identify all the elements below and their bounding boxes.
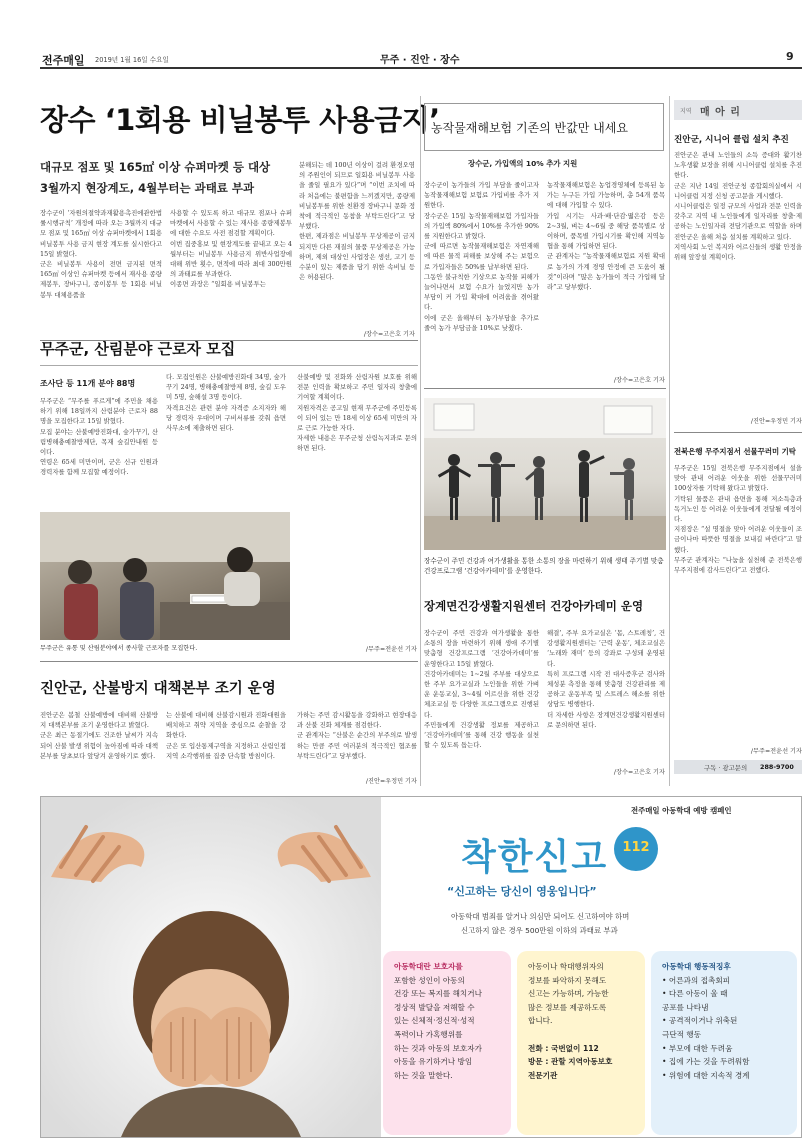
ad-list-item: 신고는 가능하며, 가능한	[528, 989, 609, 999]
crying-child-illustration	[41, 797, 381, 1137]
masthead	[0, 0, 806, 66]
divider	[40, 661, 418, 662]
ad-box-signs-list	[662, 974, 786, 1083]
ad-desc-1: 아동학대 범죄를 알거나 의심만 되어도 신고하여야 하며	[451, 912, 630, 921]
ad-logo-text: 착한신고	[461, 837, 609, 878]
fire-col1: 진안군은 봄철 산불예방에 대비해 산불방지 대책본부를 조기 운영한다고 밝혔다. 군은 최근 동절기에도 건조한 날씨가 지속되어 산불 발생 위험이 높아짐에 따라 대책본부를 당초보다 앞당겨 운영하기로 했다.	[40, 711, 158, 760]
forest-photo-caption: 무주군은 유통 및 산림분야에서 종사할 근로자를 모집한다.	[40, 645, 198, 652]
ad-list-item: 전화 : 국번없이 112	[528, 1043, 599, 1053]
academy-photo-caption: 장수군이 주민 건강과 여가생활을 통한 소통의 장을 마련하기 위해 생태 주기별 맞춤 건강프로그램 ‘건강아카데미’를 운영한다.	[424, 557, 664, 575]
ad-list-item: • 공격적이거나 위축된	[662, 1016, 738, 1026]
ad-list-item	[528, 1028, 634, 1042]
divider	[420, 96, 421, 786]
ad-list-item: 많은 정보를 제공하도록	[528, 1002, 607, 1012]
ad-list-item: • 어른과의 접촉회피	[662, 975, 730, 985]
people-byline: /진안=우정민 기자	[750, 418, 802, 425]
ad-list-item: 아동이나 학대행위자의	[528, 962, 604, 971]
ad-campaign-title: 전주매일 아동학대 예방 캠페인	[631, 806, 732, 815]
ad-campaign	[40, 796, 802, 1138]
bank-byline: /무주=전윤선 기자	[750, 748, 802, 755]
farm-byline: /장수=고은호 기자	[613, 377, 665, 384]
academy-photo	[424, 398, 666, 550]
bank-body: 무주군은 15일 전북은행 무주지점에서 설을 맞아 관내 어려운 이웃을 위한 선물꾸러미 100상자를 기탁해 왔다고 밝혔다. 기탁된 물품은 관내 읍면을 통해 저소득층과 독거노인 등 어려운 이웃들에게 전달될 예정이다. 지점장은 “설 명절을 맞아 어려운 이웃들이 조금이나마 따뜻한 명절을 보내길 바란다”고 말했다. 무주군 관계자는 “나눔을 실천해 준 전북은행 무주지점에 감사드린다”고 전했다.	[674, 464, 802, 575]
jangsu-headline: 장수 ‘1회용 비닐봉투 사용금지’	[40, 103, 440, 137]
ad-list-item: 공포를 나타냄	[662, 1002, 709, 1012]
farm-headline: 농작물재해보험 기존의 반값만 내세요	[431, 121, 628, 135]
ad-list-item: 방문 : 관할 지역아동보호	[528, 1057, 613, 1067]
ad-list-item: 아동학대란 보호자를	[394, 962, 463, 971]
academy-byline: /장수=고은호 기자	[613, 769, 665, 776]
dancers-illustration	[424, 398, 666, 550]
page-number: 9	[786, 50, 794, 63]
ad-list-item: • 부모에 대한 두려움	[662, 1043, 733, 1053]
ad-list-item: • 집에 가는 것을 두려워함	[662, 1057, 750, 1067]
ad-list-item: 있는 신체적·정신적·성적	[394, 1016, 475, 1026]
office-illustration	[40, 512, 290, 640]
ad-list-item: 아동을 유기하거나 방임	[394, 1057, 473, 1067]
divider	[424, 388, 666, 389]
jangsu-col1: 장수군이 ‘자원의절약과재활용촉진에관한법률시행규칙’ 개정에 따라 오는 3월까지 대규모 점포 및 165㎡ 이상 슈퍼마켓에서 1회용 비닐봉투 사용 금지 현장 계도를 실시한다고 15일 밝혔다. 군은 비닐봉투 사용이 전면 금지된 면적 165㎡ 이상인 슈퍼마켓 등에서 재사용 종량제봉투, 장바구니, 종이봉투 등 1회용 비닐봉투 대체용품을	[40, 209, 162, 299]
academy-headline: 장계면건강생활지원센터 건강아카데미 운영	[424, 599, 644, 613]
issue-date: 2019년 1월 16일 수요일	[95, 56, 169, 64]
fire-byline: /진안=우정민 기자	[365, 778, 417, 785]
ad-box-signs	[651, 951, 797, 1135]
ad-box-signs-title: 아동학대 행동적징후	[662, 962, 731, 971]
farm-col1: 장수군이 농가들의 가입 부담을 줄이고자 농작물재해보험 보험료 가입비를 추가 지원한다. 장수군은 15일 농작물재해보험 가입자들의 가입액 80%에서 10%를 추가한 90%를 지원한다고 밝혔다. 군에 따르면 농작물재해보험은 자연재해에 따른 물적 피해를 보상해 주는 보험으로 가입자들은 50%를 납부하면 된다. 그동안 불규칙한 기상으로 농작물 피해가 늘어나면서 보험 수요가 늘었지만 농가 부담이 커 가입 확대에 어려움을 겪어왔다. 이에 군은 올해부터 농가부담을 추가로 줄여 농가 부담금을 10%로 낮췄다.	[424, 181, 539, 332]
ad-list-item: 포함한 성인이 아동의	[394, 975, 465, 985]
ad-list-item: • 다른 아동이 울 때	[662, 989, 728, 999]
ad-badge-number: 112	[622, 840, 650, 855]
ad-list-item: 정보를 파악하지 못해도	[528, 975, 607, 985]
farm-headline-box	[424, 103, 664, 151]
forest-sub: 조사단 등 11개 분야 88명	[40, 379, 136, 388]
academy-col1: 장수군이 주민 건강과 여가생활을 통한 소통의 장을 마련하기 위해 생애 주기별 맞춤형 건강프로그램 ‘건강아카데미’를 운영한다고 15일 밝혔다. 건강아카데미는 1∼2월 주부를 대상으로 한 주부 요가교실과 노인들을 위한 가벼운 운동교실, 3∼4월 어르신을 위한 건강체조교실 등 다양한 프로그램으로 진행된다. 주민들에게 건강생활 정보를 제공하고 ‘건강아카데미’를 통해 건강 행동을 실천할 수 있도록 돕는다.	[424, 629, 539, 750]
ad-list-item: 폭력이나 가혹행위를	[394, 1029, 463, 1039]
subscribe-phone: 288-9700	[760, 763, 794, 771]
divider	[674, 432, 802, 433]
fire-col3: 가하는 주민 감시활동을 강화하고 현장대응과 산불 진화 체계를 점검한다. 군 관계자는 “산불은 순간의 부주의로 발생하는 만큼 주민 여러분의 적극적인 협조를 부탁드린다”고 당부했다.	[297, 711, 417, 760]
ad-list-item: • 위험에 대한 지속적 경계	[662, 1070, 750, 1080]
subscribe-label: 구독 · 광고문의	[704, 764, 748, 772]
ad-list-item: 정상적 발달을 저해할 수	[394, 1002, 475, 1012]
ad-box-report	[517, 951, 645, 1135]
people-body: 진안군은 관내 노인들의 소득 증대와 활기찬 노후생활 보장을 위해 시니어클럽 설치를 추진한다. 군은 지난 14일 진안군청 종합회의실에서 시니어클럽 지정 신청 공고문을 게시했다. 시니어클럽은 일정 규모의 사업과 전문 인력을 갖추고 지역 내 노인들에게 일자리를 창출·제공하는 노인일자리 전담기관으로 역할을 하며 진안군은 올해 처음 설치를 계획하고 있다. 지역사회 노인 복지와 어르신들의 생활 안정을 위해 앞장설 계획이다.	[674, 151, 802, 262]
ad-illustration	[41, 797, 381, 1137]
ad-slogan: “신고하는 당신이 영웅입니다”	[447, 885, 597, 898]
farm-sub: 장수군, 가입액의 10% 추가 지원	[468, 159, 578, 168]
masthead-rule	[40, 67, 802, 69]
ad-box-report-list	[528, 960, 634, 1082]
fire-col2: 는 산불에 대비해 산불감시원과 진화대원을 배치하고 취약 지역을 중심으로 순찰을 강화한다. 군은 또 입산통제구역을 지정하고 산림인접지역 소각행위를 집중 단속할 방침이다.	[166, 711, 286, 760]
newspaper-logo: 전주매일	[42, 55, 85, 67]
people-headline: 진안군, 시니어 클럽 설치 추진	[674, 135, 789, 145]
forest-col2: 다. 모집인원은 산불예방진화대 34명, 숲가꾸기 24명, 병해충예찰방제 8명, 숲길 도우미 5명, 숲해설 3명 등이다. 자격요건은 관련 분야 자격증 소지자와 해당 경력자 우대이며 구비서류를 갖춰 읍면 사무소에 제출하면 된다.	[166, 373, 286, 433]
ad-list-item: 건강 또는 복지를 해치거나	[394, 989, 482, 999]
ad-box-definition	[383, 951, 511, 1135]
ad-list-item: 전문기관	[528, 1070, 558, 1080]
divider	[669, 96, 670, 786]
forest-photo	[40, 512, 290, 640]
forest-col1: 무주군은 “무주를 푸르게”에 주민을 채용하기 위해 18일까지 산림분야 근로자 88명을 모집한다고 15일 밝혔다. 모집 분야는 산불예방진화대, 숲가꾸기, 산림병해충예찰방제단, 목재 숲길안내원 등이다. 연령은 65세 미만이며, 군은 신규 인원과 경력자를 함께 모집할 예정이다.	[40, 397, 158, 477]
forest-col3: 산불예방 및 진화와 산림자원 보호를 위해 전문 인력을 확보하고 주민 일자리 창출에 기여할 계획이다. 지원자격은 공고일 현재 무주군에 주민등록이 되어 있는 만 18세 이상 65세 미만의 자로 근로 가능한 자다. 자세한 내용은 무주군청 산림녹지과로 문의하면 된다.	[297, 373, 417, 453]
ad-desc-2: 신고하지 않은 경우 500만원 이하의 과태료 부과	[461, 926, 618, 935]
sidebar-tag: 지역	[680, 108, 692, 115]
sidebar-label-box	[674, 100, 802, 120]
academy-col2: 해결’, 주부 요가교실은 ‘몸, 스트레칭’, 건강생활지원센터는 ‘근력 운동’, 체조교실은 ‘노래와 재미’ 등의 강좌로 구성돼 운영된다. 특히 프로그램 시작 전 대사증후군 검사와 체성분 측정을 통해 맞춤형 건강관리를 제공하고 운동부족 및 스트레스 해소를 위한 상담도 병행한다. 더 자세한 사항은 장계면건강생활지원센터로 문의하면 된다.	[547, 629, 665, 729]
divider	[40, 365, 418, 366]
ad-list-item: 하는 것을 말한다.	[394, 1070, 453, 1080]
forest-headline: 무주군, 산림분야 근로자 모집	[40, 340, 236, 358]
ad-box-definition-list	[394, 960, 500, 1082]
jangsu-byline: /장수=고은호 기자	[363, 331, 415, 338]
subscribe-bar	[674, 760, 802, 774]
ad-list-item: 극단적 행동	[662, 1029, 702, 1039]
ad-list-item: 합니다.	[528, 1016, 553, 1026]
jangsu-sub1: 대규모 점포 및 165㎡ 이상 슈퍼마켓 등 대상	[40, 160, 271, 174]
forest-byline: /무주=전윤선 기자	[365, 646, 417, 653]
jangsu-col3: 분해되는 데 100년 이상이 걸려 환경오염의 주원인이 되므로 일회용 비닐봉투 사용을 줄일 필요가 있다”며 “이번 조치에 따라 처음에는 불편함을 느끼겠지만, 종량제 비닐봉투를 위한 친환경 장바구니 문화 정착에 적극적인 동참을 부탁드린다”고 당부했다. 한편, 제과점은 비닐봉투 무상제공이 금지되지만 다른 재질의 물품 무상제공은 가능하며, 제외 대상인 사업장은 생선, 고기 등 수분이 있는 제품을 담기 위한 속비닐 등은 허용된다.	[299, 161, 415, 282]
bank-headline: 전북은행 무주지점서 선물꾸러미 기탁	[674, 447, 796, 456]
section-title: 무주 · 진안 · 장수	[380, 55, 460, 66]
jangsu-sub2: 3월까지 현장계도, 4월부터는 과태료 부과	[40, 181, 255, 195]
ad-badge	[614, 827, 658, 871]
farm-col2: 농작물재해보험은 농업경영체에 등록된 농가는 누구든 가입 가능하며, 총 54개 품목에 대해 가입할 수 있다. 가입 시기는 사과·배·단감·떫은감 등은 2∼3월, 벼는 4∼6월 중 해당 품목별로 상이하며, 품목별 가입시기를 확인해 지역농협을 통해 가입하면 된다. 군 관계자는 “농작물재해보험료 지원 확대로 농가의 가계 경영 안정에 큰 도움이 될 것”이라며 “많은 농가들이 적극 가입해 달라”고 당부했다.	[547, 181, 665, 292]
ad-list-item: 하는 것과 아동의 보호자가	[394, 1043, 482, 1053]
jangsu-col2: 사용할 수 있도록 하고 대규모 점포나 슈퍼마켓에서 사용할 수 있는 재사용 종량제봉투에 대한 수요도 사전 점검할 계획이다. 이번 집중홍보 및 현장계도를 끝내고 오는 4월부터는 비닐봉투 사용금지 위반사업장에 대해 위반 횟수, 면적에 따라 최대 300만원의 과태료를 부과한다. 이종면 과장은 “일회용 비닐봉투는	[170, 209, 292, 289]
fire-headline: 진안군, 산불방지 대책본부 조기 운영	[40, 681, 276, 697]
sidebar-title: 매 아 리	[700, 107, 741, 118]
